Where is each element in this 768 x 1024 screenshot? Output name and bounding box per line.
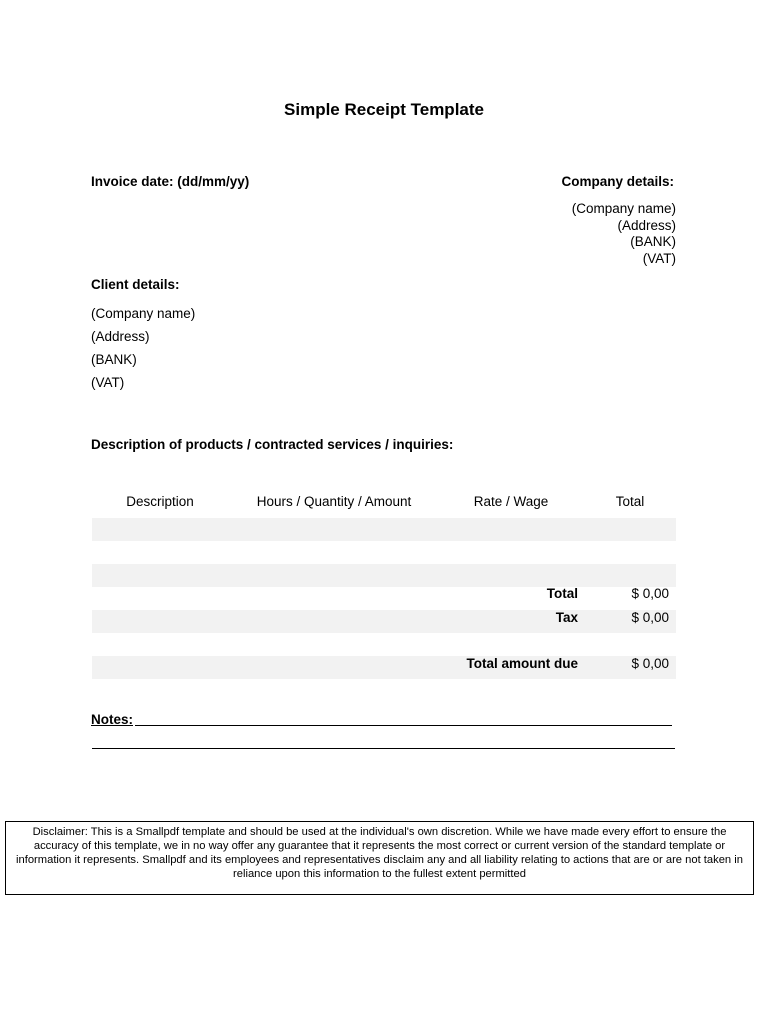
disclaimer-text: Disclaimer: This is a Smallpdf template and should be used at the individual's own discretion. While we have made every effort to ensure the accuracy of this template, we in no way offer any guarantee that it represents the most correct or current version of the standard template or information it represents. Smallpdf and its employees and representatives disclaim any and all liability relating to actions that are or are not taken in reliance upon this information to the fullest extent permitted bbox=[16, 826, 743, 880]
tax-label: Tax bbox=[555, 610, 578, 625]
company-details-block bbox=[572, 201, 676, 267]
client-vat-line: (VAT) bbox=[91, 375, 125, 390]
column-header-quantity: Hours / Quantity / Amount bbox=[256, 494, 412, 509]
company-name-line: (Company name) bbox=[571, 201, 676, 216]
column-header-description: Description bbox=[126, 494, 194, 509]
table-row bbox=[92, 518, 676, 541]
notes-line-second bbox=[92, 748, 675, 749]
table-row bbox=[92, 564, 676, 587]
client-address-line: (Address) bbox=[91, 329, 150, 344]
invoice-date-label: Invoice date: (dd/mm/yy) bbox=[91, 174, 250, 189]
total-label: Total bbox=[546, 586, 578, 601]
total-value: $ 0,00 bbox=[631, 586, 669, 601]
company-address-line: (Address) bbox=[617, 217, 676, 233]
client-name-line: (Company name) bbox=[91, 306, 196, 321]
client-bank-line: (BANK) bbox=[91, 352, 137, 367]
total-amount-due-label: Total amount due bbox=[466, 656, 578, 671]
company-details-heading: Company details: bbox=[561, 174, 674, 189]
company-vat-line: (VAT) bbox=[642, 250, 676, 266]
description-heading: Description of products / contracted services / inquiries: bbox=[91, 437, 454, 452]
company-bank-line: (BANK) bbox=[630, 234, 676, 249]
disclaimer-box bbox=[5, 821, 754, 895]
page-title: Simple Receipt Template bbox=[284, 100, 484, 119]
client-details-heading: Client details: bbox=[91, 277, 180, 292]
notes-line bbox=[135, 725, 672, 726]
client-details-block bbox=[91, 302, 195, 394]
column-header-total: Total bbox=[615, 494, 645, 509]
tax-value: $ 0,00 bbox=[631, 610, 669, 625]
total-amount-due-value: $ 0,00 bbox=[631, 656, 669, 671]
table-row bbox=[92, 610, 676, 633]
table-row bbox=[92, 656, 676, 679]
notes-label: Notes: bbox=[91, 712, 134, 727]
column-header-rate: Rate / Wage bbox=[473, 494, 549, 509]
